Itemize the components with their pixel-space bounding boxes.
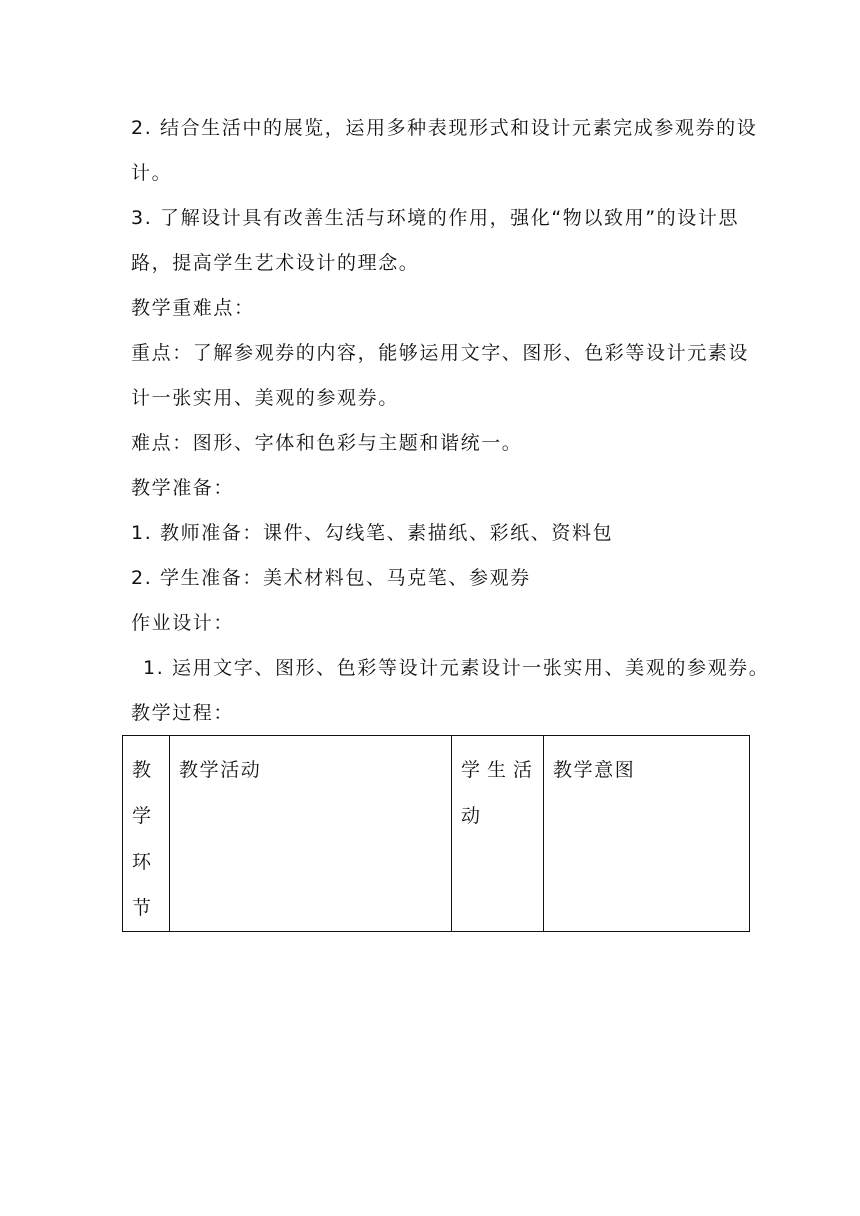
header-student-activity: 学生活动 [452,736,544,932]
header-teaching-activity: 教学活动 [170,736,452,932]
objective-3-line-2: 路，提高学生艺术设计的理念。 [131,252,420,274]
teacher-preparation: 1. 教师准备：课件、勾线笔、素描纸、彩纸、资料包 [131,522,614,544]
student-preparation: 2. 学生准备：美术材料包、马克笔、参观券 [131,567,531,589]
objective-2-line-2: 计。 [131,162,173,184]
key-point-line-1: 重点：了解参观券的内容，能够运用文字、图形、色彩等设计元素设 [131,342,750,364]
table-header-row [123,736,750,932]
key-point-line-2: 计一张实用、美观的参观券。 [131,387,399,409]
key-difficulties-heading: 教学重难点： [131,297,255,319]
header-teaching-stage: 教学环节 [123,736,170,932]
objective-3-line-1: 3. 了解设计具有改善生活与环境的作用，强化“物以致用”的设计思 [131,207,740,229]
objective-2-line-1: 2. 结合生活中的展览，运用多种表现形式和设计元素完成参观券的设 [131,117,758,139]
difficulty-line: 难点：图形、字体和色彩与主题和谐统一。 [131,432,523,454]
homework-heading: 作业设计： [131,612,235,634]
preparation-heading: 教学准备： [131,477,235,499]
process-heading: 教学过程： [131,702,235,724]
header-teaching-intent: 教学意图 [544,736,750,932]
homework-item-1: 1. 运用文字、图形、色彩等设计元素设计一张实用、美观的参观券。 [143,657,770,679]
teaching-process-table [122,735,750,932]
